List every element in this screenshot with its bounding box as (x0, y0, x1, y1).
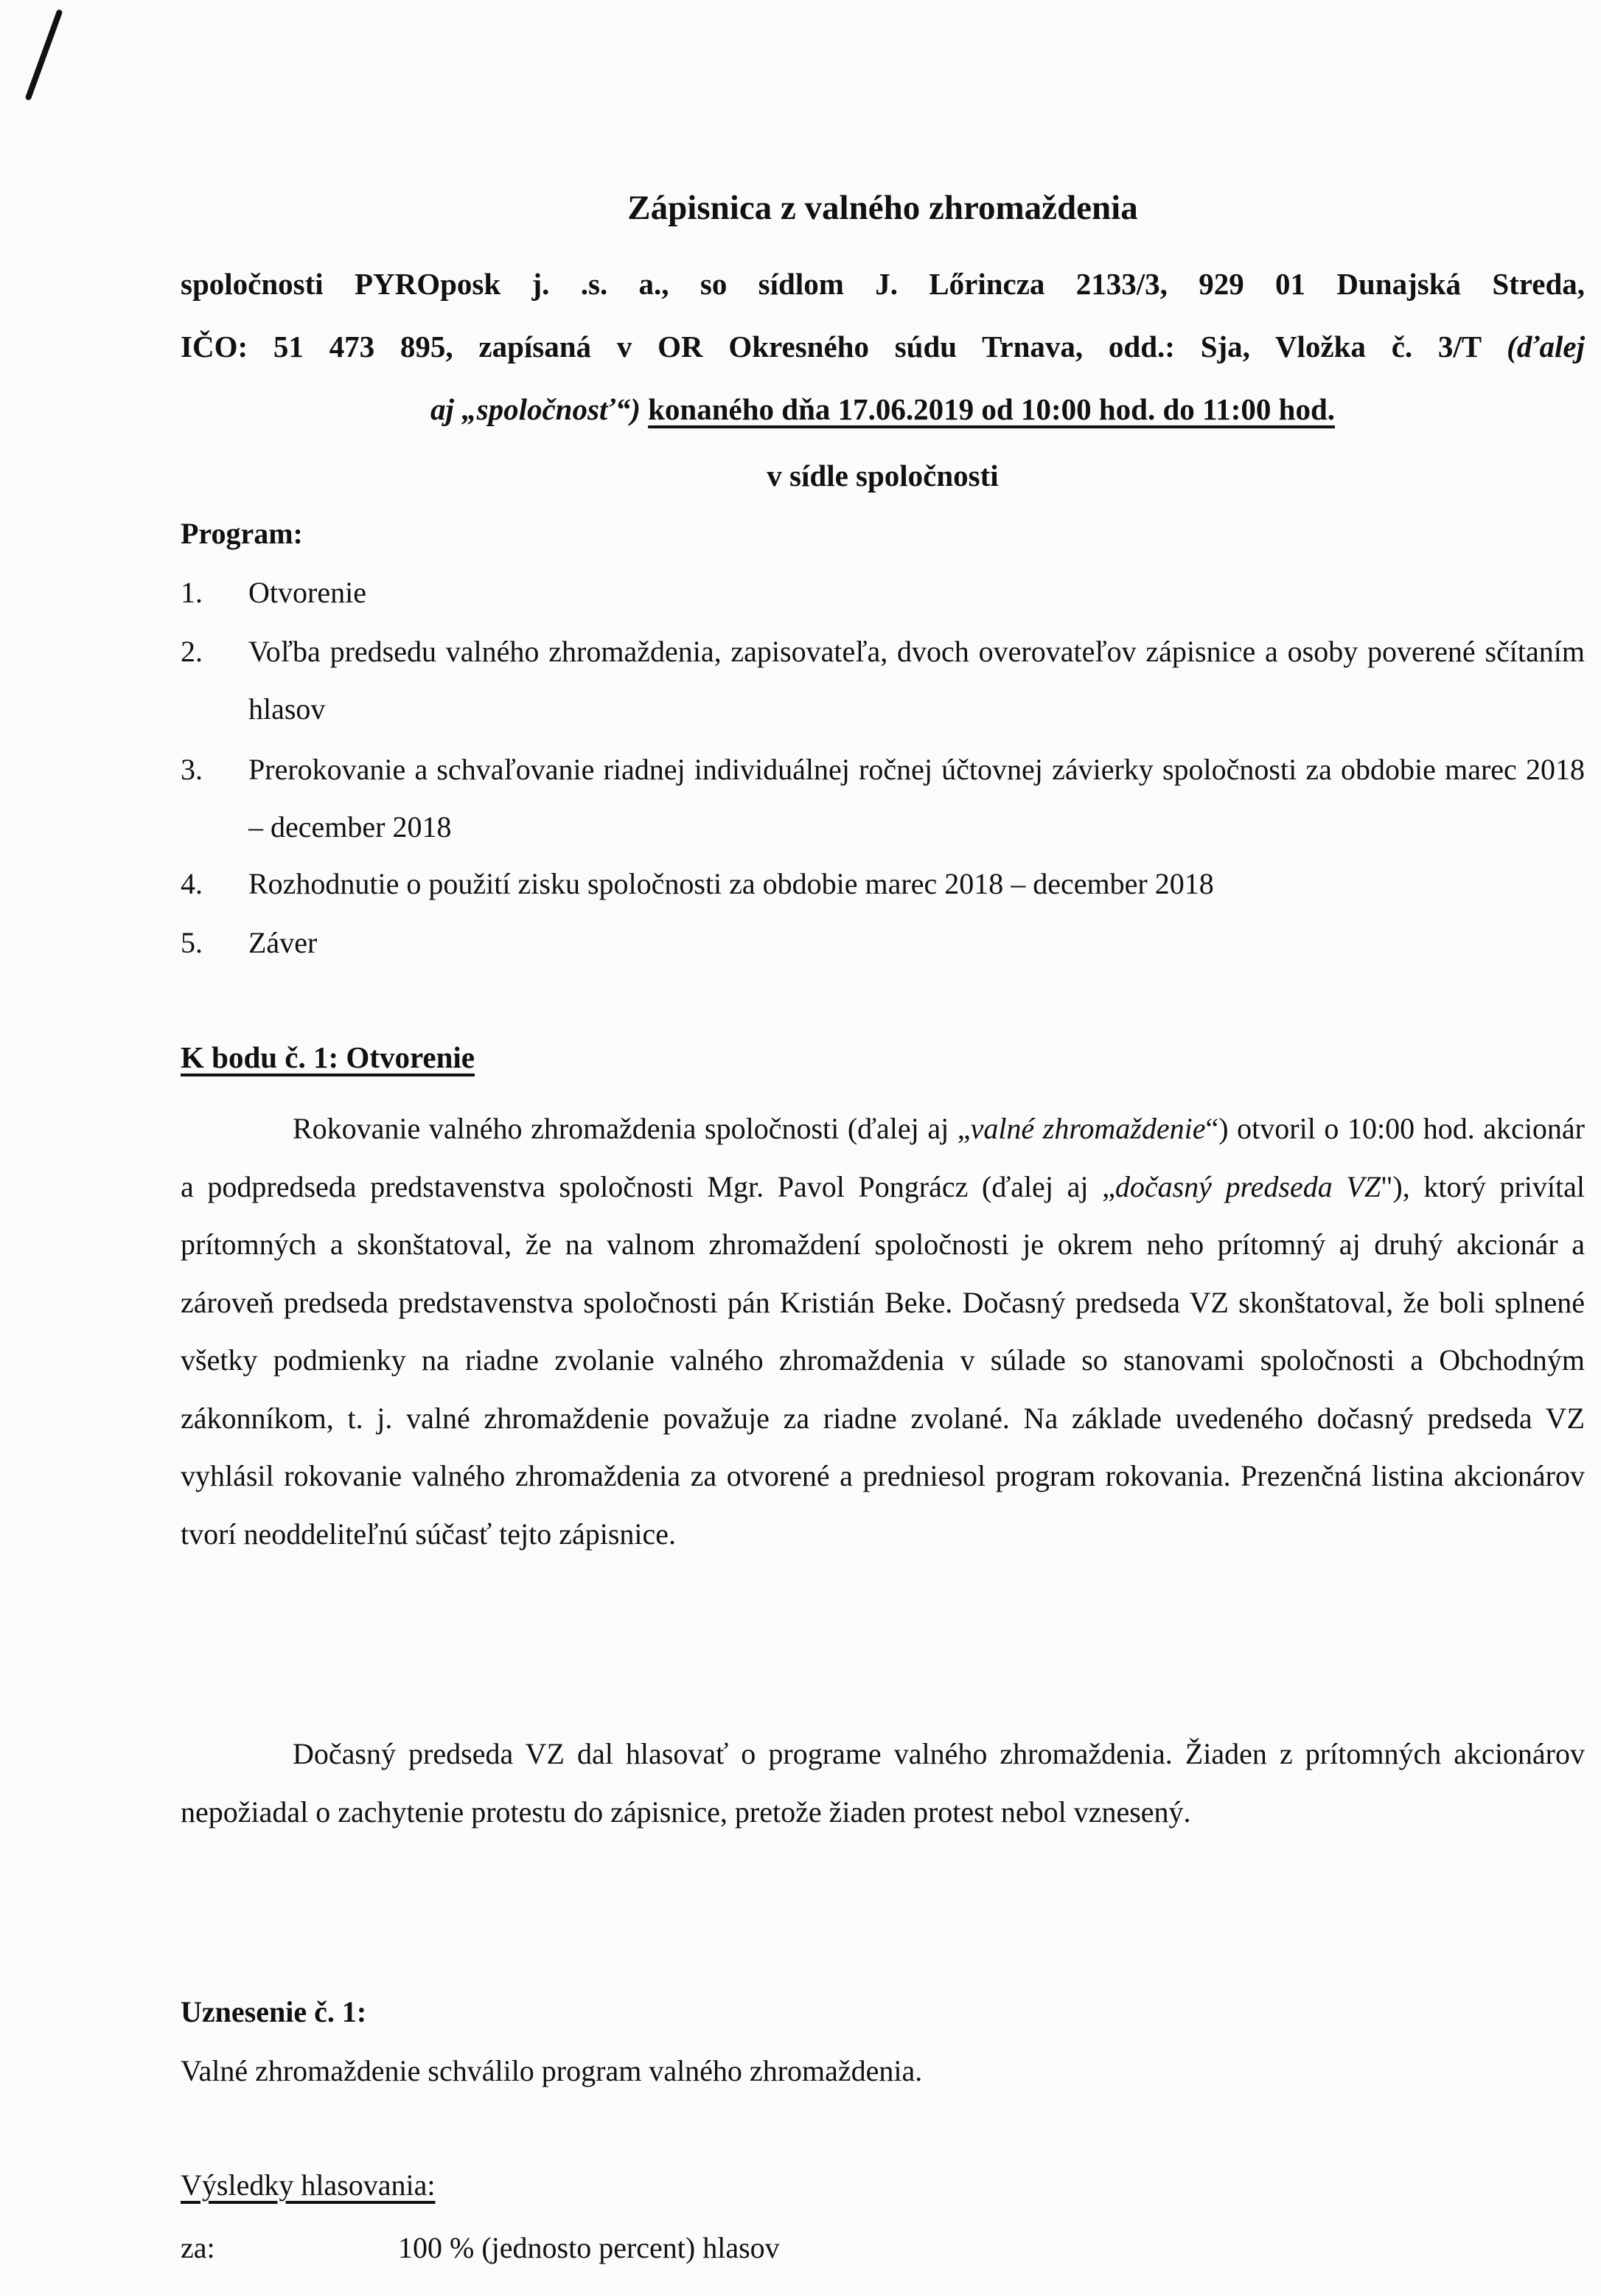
program-item-number: 2. (181, 635, 203, 668)
program-item (181, 564, 1585, 622)
program-item-text: Otvorenie (248, 576, 366, 609)
opening-paragraph (181, 1100, 1585, 1563)
defined-term: dočasný predseda VZ (1115, 1169, 1381, 1203)
program-item-number: 1. (181, 576, 203, 609)
vote-value: 100 % (jednosto percent) hlasov (398, 2231, 780, 2264)
program-item-text: Rozhodnutie o použití zisku spoločnosti za obdobie marec 2018 – december 2018 (248, 867, 1214, 900)
program-item (181, 855, 1585, 913)
paragraph-text: “) otvoril o 10:00 hod. akcionár a podpredseda predstavenstva spoločnosti Mgr. Pavol Pongrácz (ďalej aj „ (181, 1112, 1586, 1203)
meeting-date-time: konaného dňa 17.06.2019 od 10:00 hod. do 11:00 hod. (648, 392, 1335, 426)
company-alias: aj „spoločnosť“) (430, 392, 641, 426)
document-title: Zápisnica z valného zhromaždenia (627, 189, 1138, 227)
paragraph-text: Rokovanie valného zhromaždenia spoločnosti (ďalej aj „ (293, 1112, 971, 1145)
meeting-location: v sídle spoločnosti (767, 459, 999, 493)
program-label: Program: (181, 517, 303, 550)
program-item (181, 741, 1585, 856)
resolution-text: Valné zhromaždenie schválilo program valného zhromaždenia. (181, 2054, 923, 2087)
voting-results-heading: Výsledky hlasovania: (181, 2168, 436, 2202)
program-item (181, 623, 1585, 738)
voting-paragraph: Dočasný predseda VZ dal hlasovať o programe valného zhromaždenia. Žiaden z prítomných akcionárov nepožiadal o zachytenie protestu do zápisnice, pretože žiaden protest nebol vznesený. (181, 1737, 1585, 1829)
company-header-line-2 (181, 332, 1585, 362)
paragraph-text: "), ktorý privítal prítomných a skonštatoval, že na valnom zhromaždení spoločnosti je okrem neho prítomný aj druhý akcionár a zároveň predseda predstavenstva spoločnosti pán Kristián Beke. Dočasný predseda VZ skonštatoval, že boli splnené všetky podmienky na riadne zvolanie valného zhromaždenia v súlade so stanovami spoločnosti a Obchodným zákonníkom, t. j. valné zhromaždenie považuje za riadne zvolané. Na základe uvedeného dočasný predseda VZ vyhlásil rokovanie valného zhromaždenia za otvorené a predniesol program rokovania. Prezenčná listina akcionárov tvorí neoddeliteľnú súčasť tejto zápisnice. (181, 1169, 1585, 1551)
company-header-line-1: spoločnosti PYROposk j. .s. a., so sídlom J. Lőrincza 2133/3, 929 01 Dunajská Streda, (181, 267, 1585, 301)
voting-result-row (181, 2230, 780, 2265)
program-item-number: 5. (181, 926, 203, 959)
company-alias-start: (ďalej (1507, 330, 1585, 363)
section-heading-opening: K bodu č. 1: Otvorenie (181, 1040, 475, 1074)
company-registration: IČO: 51 473 895, zapísaná v OR Okresného súdu Trnava, odd.: Sja, Vložka č. 3/T (181, 330, 1507, 363)
program-item (181, 914, 1585, 972)
program-item-text: Prerokovanie a schvaľovanie riadnej individuálnej ročnej účtovnej závierky spoločnosti za obdobie marec 2018 – december 2018 (248, 753, 1585, 843)
pen-slash-mark (25, 9, 63, 101)
program-item-number: 3. (181, 753, 203, 786)
defined-term: valné zhromaždenie (970, 1112, 1206, 1145)
program-item-text: Záver (248, 926, 318, 959)
program-item-text: Voľba predsedu valného zhromaždenia, zapisovateľa, dvoch overovateľov zápisnice a osoby poverené sčítaním hlasov (248, 635, 1585, 726)
company-header-line-3 (181, 394, 1585, 425)
program-item-number: 4. (181, 867, 203, 900)
resolution-heading: Uznesenie č. 1: (181, 1995, 367, 2028)
vote-label: za: (181, 2231, 215, 2264)
